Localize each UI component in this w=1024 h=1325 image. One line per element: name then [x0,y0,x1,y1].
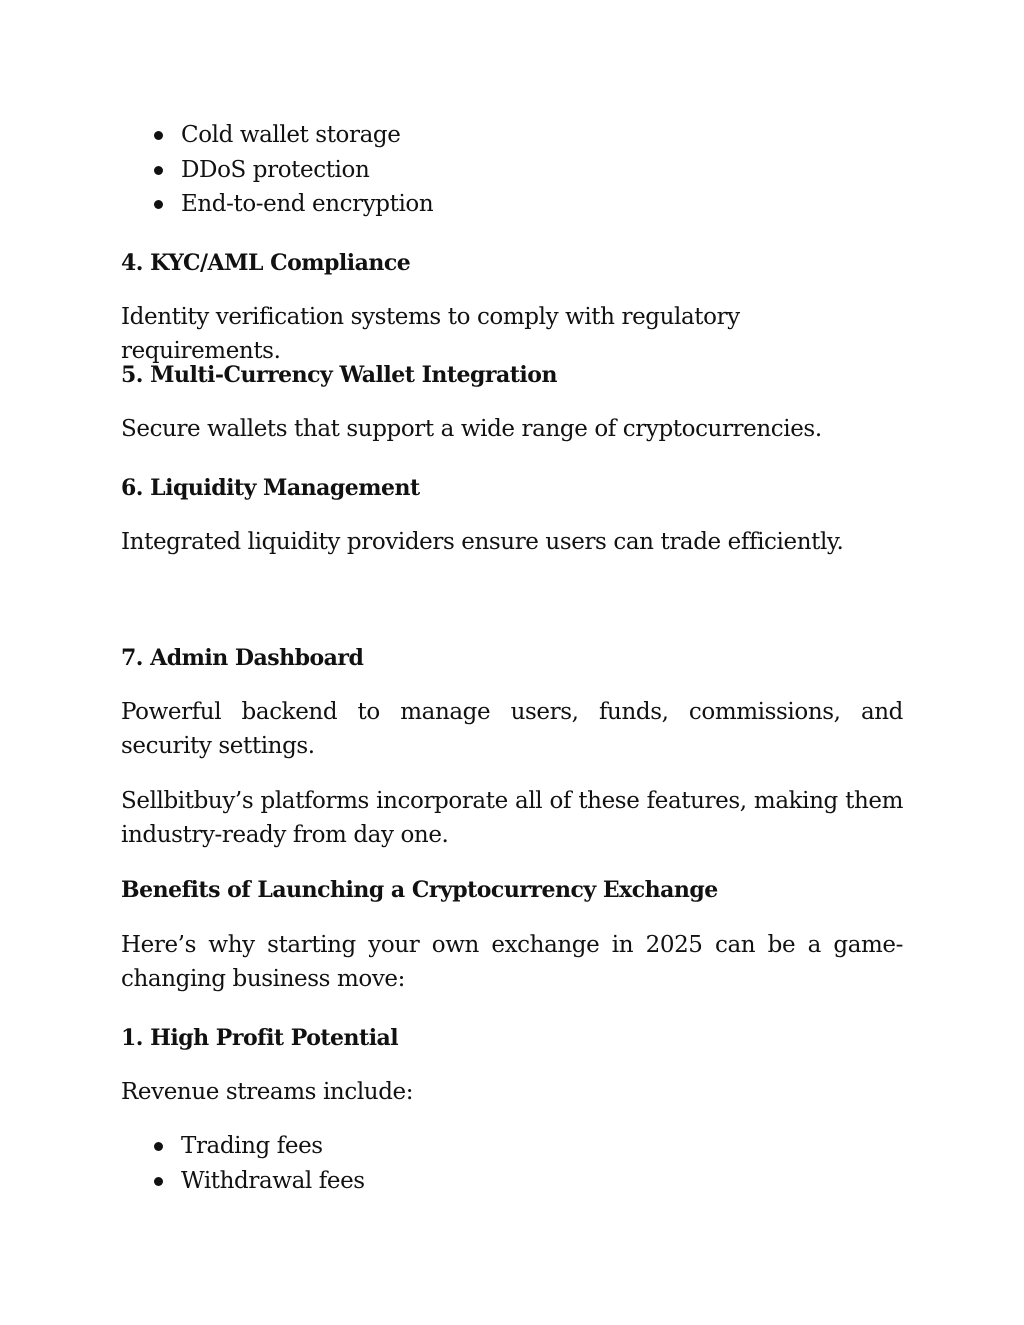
bullet-icon [154,1142,163,1151]
admin-heading: 7. Admin Dashboard [121,645,364,671]
list-item [121,118,903,153]
list-item [121,187,903,222]
security-features-list [121,118,903,222]
wallet-heading: 5. Multi-Currency Wallet Integration [121,362,557,388]
list-item-text: DDoS protection [181,156,370,183]
benefits-heading: Benefits of Launching a Cryptocurrency Exchange [121,877,718,903]
profit-heading: 1. High Profit Potential [121,1025,399,1051]
document-page [121,0,903,1325]
list-item-text: End-to-end encryption [181,191,434,217]
kyc-paragraph: Identity verification systems to comply with regulatory requirements. [121,304,740,364]
list-item-text: Cold wallet storage [181,122,401,148]
revenue-streams-list [121,1129,903,1198]
list-item-text: Withdrawal fees [181,1167,365,1194]
revenue-intro: Revenue streams include: [121,1079,414,1105]
liquidity-paragraph: Integrated liquidity providers ensure users can trade efficiently. [121,529,844,555]
list-item-text: Trading fees [181,1133,323,1159]
sellbitbuy-paragraph: Sellbitbuy’s platforms incorporate all of these features, making them industry-ready from day one. [121,788,903,848]
bullet-icon [154,131,163,140]
list-item [121,1129,903,1164]
list-item [121,1164,903,1199]
admin-paragraph: Powerful backend to manage users, funds, commissions, and security settings. [121,699,903,759]
benefits-intro: Here’s why starting your own exchange in 2025 can be a game-changing business move: [121,932,903,992]
bullet-icon [154,166,163,175]
list-item [121,153,903,188]
bullet-icon [154,200,163,209]
liquidity-heading: 6. Liquidity Management [121,475,420,501]
kyc-heading: 4. KYC/AML Compliance [121,250,411,276]
wallet-paragraph: Secure wallets that support a wide range of cryptocurrencies. [121,416,822,442]
bullet-icon [154,1177,163,1186]
